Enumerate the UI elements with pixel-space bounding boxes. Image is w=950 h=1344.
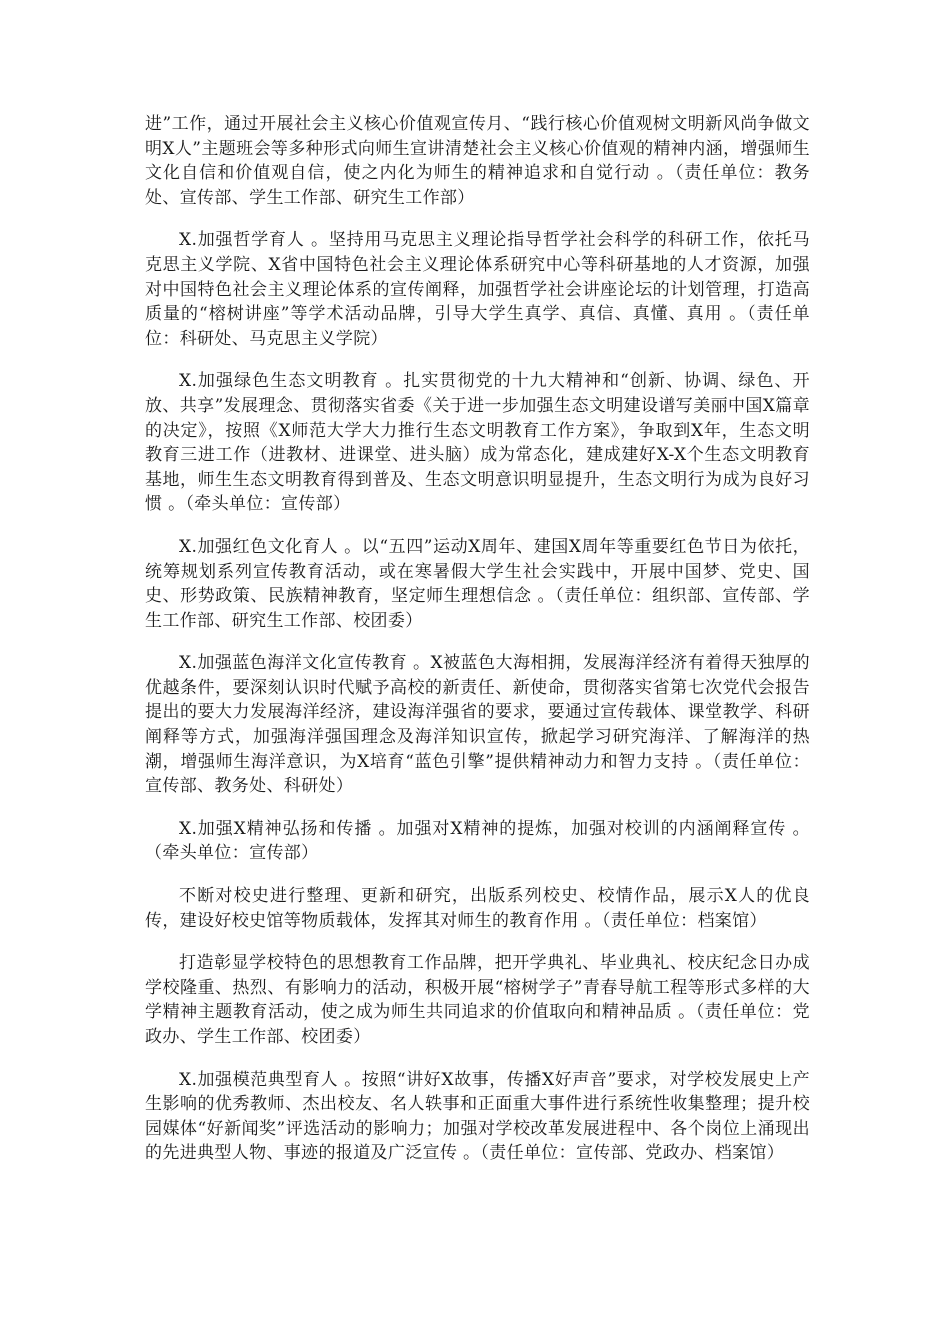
paragraph-school-history: 不断对校史进行整理、更新和研究，出版系列校史、校情作品，展示X人的优良传，建设好校史馆等物质载体，发挥其对师生的教育作用 。（责任单位：档案馆） [145,886,810,931]
paragraph-red-culture: X.加强红色文化育人 。以“五四”运动X周年、建国X周年等重要红色节日为依托，统筹规划系列宣传教育活动，或在寒暑假大学生社会实践中，开展中国梦、党史、国史、形势政策、民族精神教育，坚定师生理想信念 。（责任单位：组织部、宣传部、学生工作部、研究生工作部、校团委） [145,536,810,631]
paragraph-philosophy-education: X.加强哲学育人 。坚持用马克思主义理论指导哲学社会科学的科研工作，依托马克思主义学院、X省中国特色社会主义理论体系研究中心等科研基地的人才资源，加强对中国特色社会主义理论体系的宣传阐释，加强哲学社会讲座论坛的计划管理，打造高质量的“榕树讲座”等学术活动品牌，引导大学生真学、真信、真懂、真用 。（责任单位：科研处、马克思主义学院） [145,230,810,349]
paragraph-ocean-culture: X.加强蓝色海洋文化宣传教育 。X被蓝色大海相拥，发展海洋经济有着得天独厚的优越条件，要深刻认识时代赋予高校的新责任、新使命，贯彻落实省第七次党代会报告提出的要大力发展海洋经济，建设海洋强省的要求，要通过宣传载体、课堂教学、科研阐释等方式，加强海洋强国理念及海洋知识宣传，掀起学习研究海洋、了解海洋的热潮，增强师生海洋意识，为X培育“蓝色引擎”提供精神动力和智力支持 。（责任单位：宣传部、教务处、科研处） [145,653,810,797]
document-body [145,112,810,1184]
paragraph-education-brand: 打造彰显学校特色的思想教育工作品牌，把开学典礼、毕业典礼、校庆纪念日办成学校隆重、热烈、有影响力的活动，积极开展“榕树学子”青春导航工程等形式多样的大学精神主题教育活动，使之成为师生共同追求的价值取向和精神品质 。（责任单位：党政办、学生工作部、校团委） [145,953,810,1047]
paragraph-school-spirit: X.加强X精神弘扬和传播 。加强对X精神的提炼，加强对校训的内涵阐释宣传 。（牵头单位：宣传部） [145,818,810,864]
paragraph-model-examples: X.加强模范典型育人 。按照“讲好X故事，传播X好声音”要求，对学校发展史上产生影响的优秀教师、杰出校友、名人轶事和正面重大事件进行系统性收集整理；提升校园媒体“好新闻奖”评选活动的影响力；加强对学校改革发展进程中、各个岗位上涌现出的先进典型人物、事迹的报道及广泛宣传 。（责任单位：宣传部、党政办、档案馆） [145,1069,810,1164]
paragraph-ecological-civilization: X.加强绿色生态文明教育 。扎实贯彻党的十九大精神和“创新、协调、绿色、开放、共享”发展理念、贯彻落实省委《关于进一步加强生态文明建设谱写美丽中国X篇章的决定》，按照《X师范大学大力推行生态文明教育工作方案》，争取到X年，生态文明教育三进工作（进教材、进课堂、进头脑）成为常态化，建成建好X-X个生态文明教育基地，师生生态文明教育得到普及、生态文明意识明显提升，生态文明行为成为良好习惯 。（牵头单位：宣传部） [145,371,810,515]
paragraph-core-values-continued: 进”工作，通过开展社会主义核心价值观宣传月、“践行核心价值观树文明新风尚争做文明X人”主题班会等多种形式向师生宣讲清楚社会主义核心价值观的精神内涵，增强师生文化自信和价值观自信，使之内化为师生的精神追求和自觉行动 。（责任单位：教务处、宣传部、学生工作部、研究生工作部） [145,114,810,208]
